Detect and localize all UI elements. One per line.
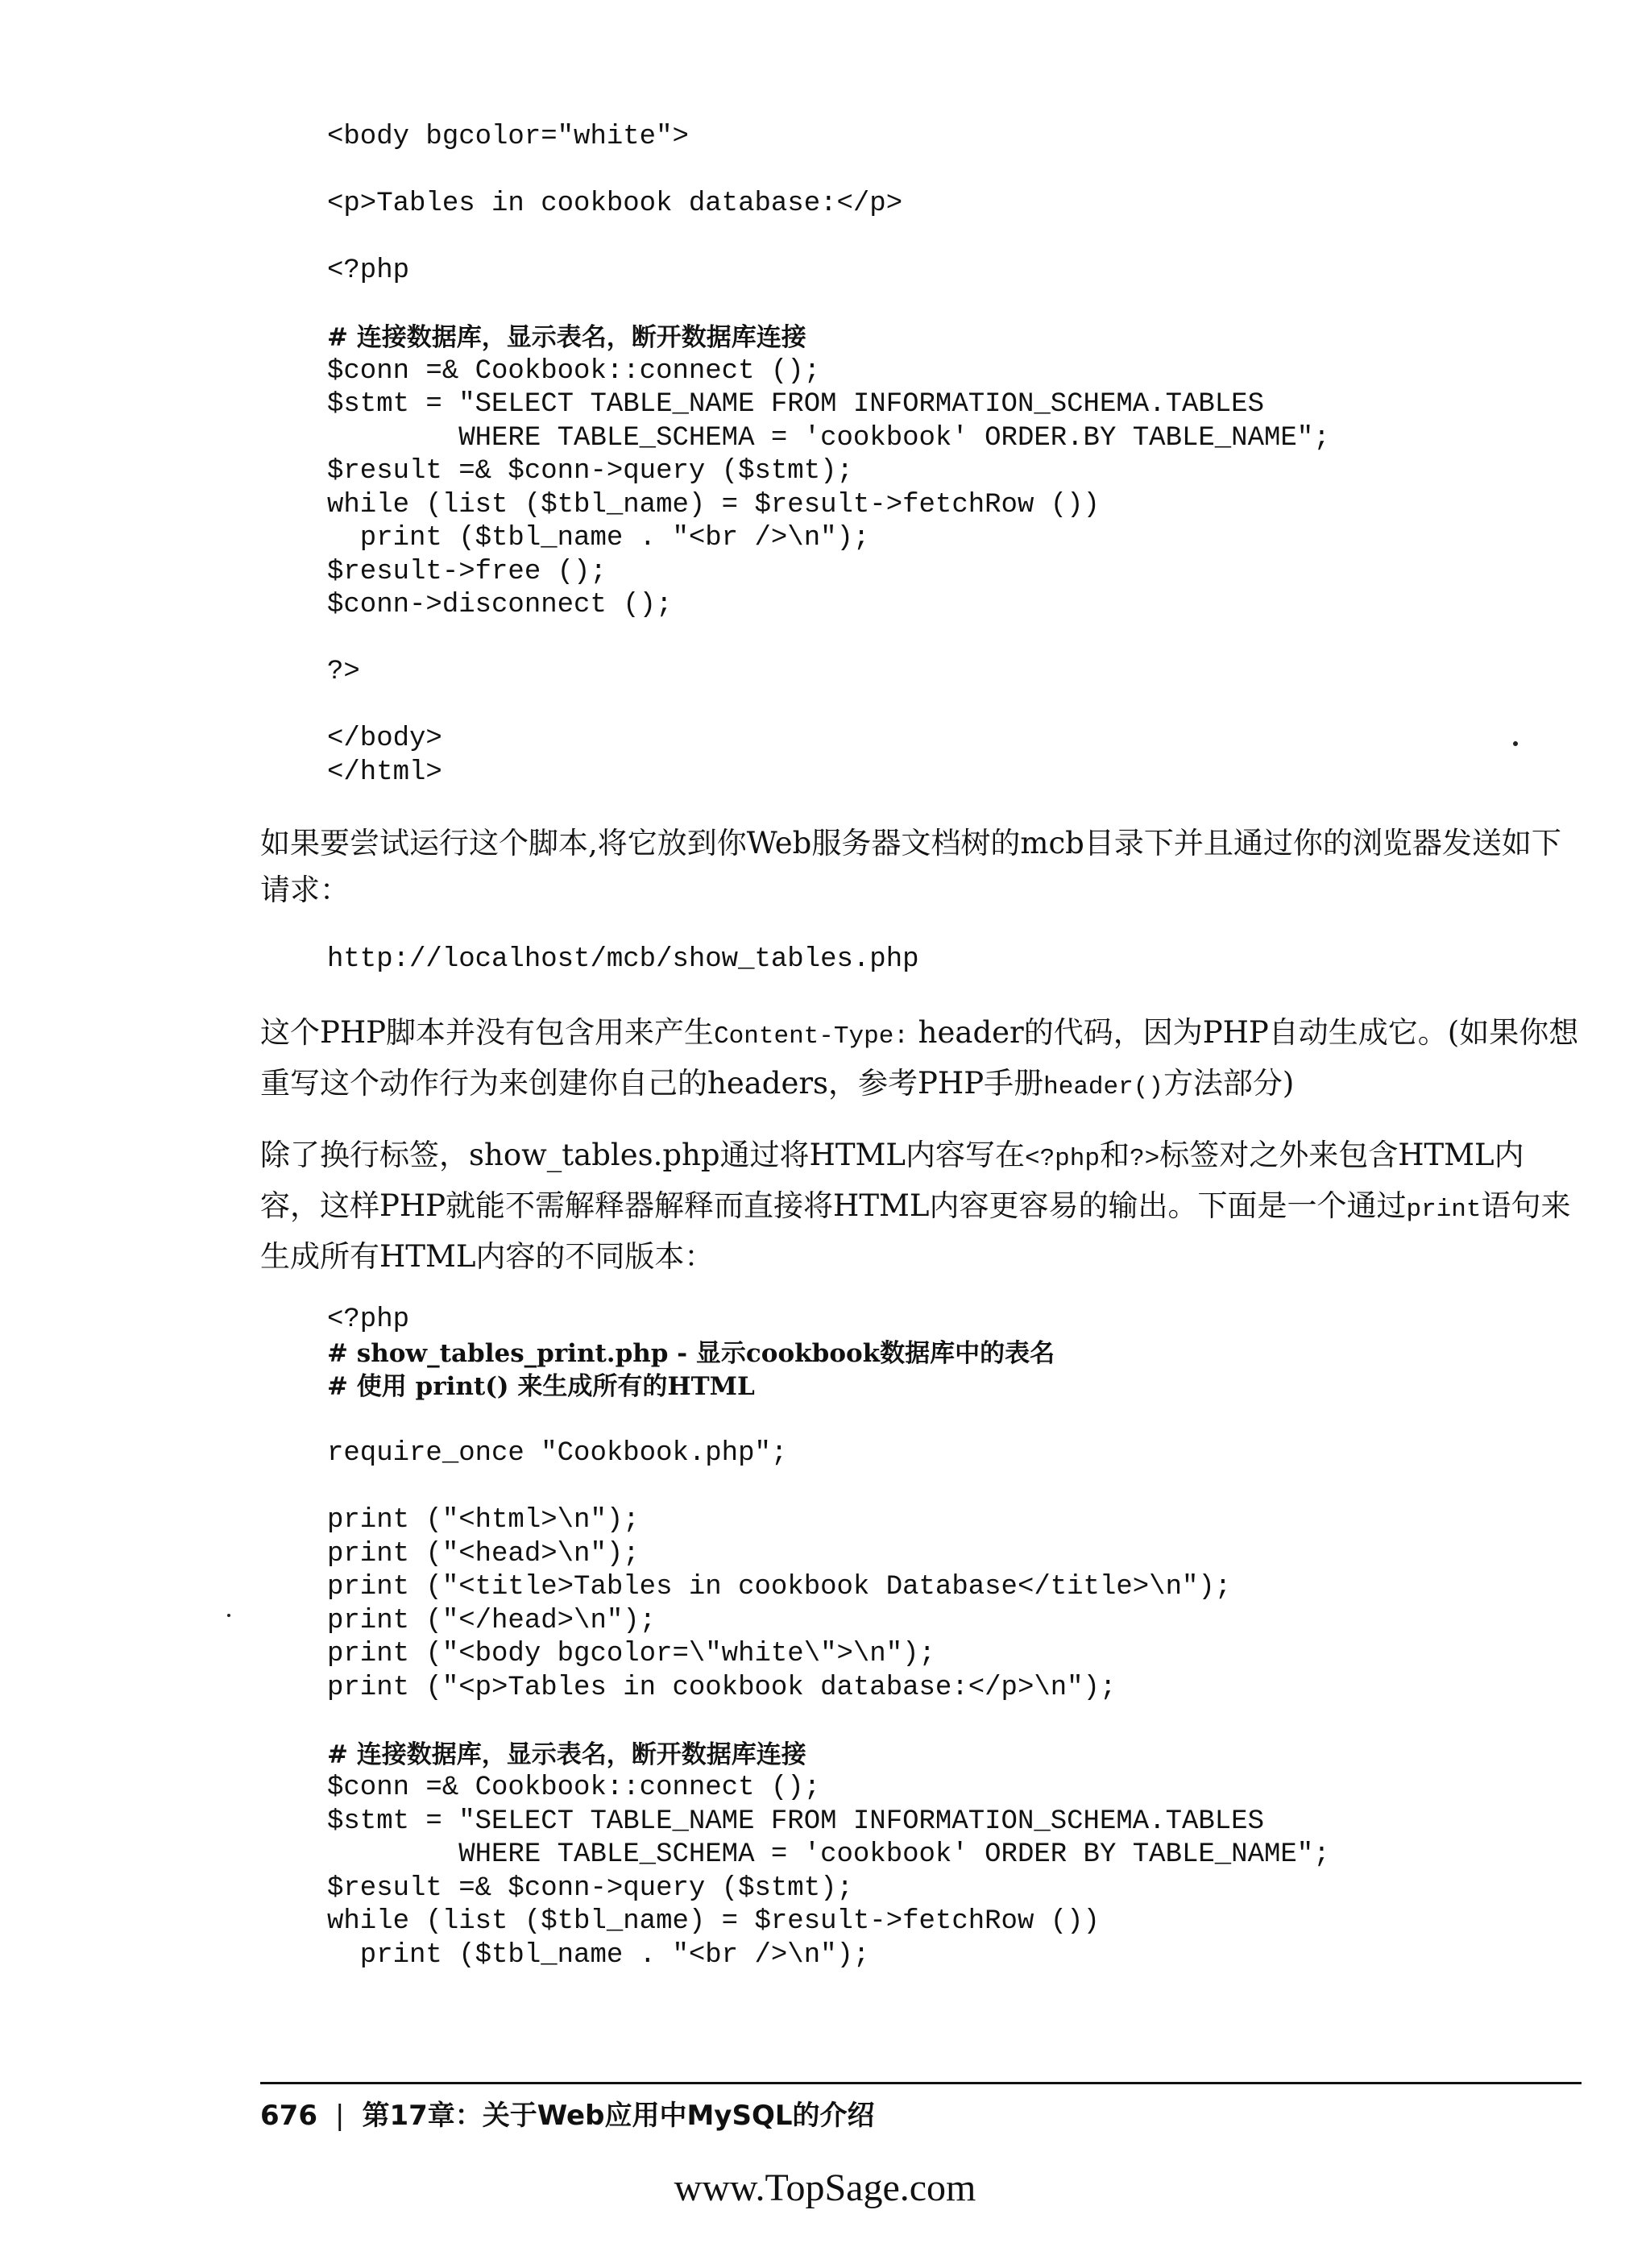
code-line: # show_tables_print.php - 显示cookbook数据库中的表名 <box>327 1338 1055 1368</box>
example-url: http://localhost/mcb/show_tables.php <box>327 944 919 975</box>
code-line: ?> <box>327 657 360 687</box>
chapter-title: 第17章：关于Web应用中MySQL的介绍 <box>362 2100 875 2132</box>
code-line: </body> <box>327 724 442 754</box>
code-line <box>327 155 1330 189</box>
code-block-bottom <box>327 1304 1330 1972</box>
footer-rule <box>260 2082 1582 2084</box>
code-line: <?php <box>327 1304 410 1335</box>
para3-text-3: 标签对之外来包含HTML内容，这样PHP就能不需解释器解释而直接将HTML内容更容易的输出。下面是一个通过 <box>260 1138 1524 1223</box>
para2-code-content-type: Content-Type: <box>714 1022 909 1051</box>
code-line: print ("</head>\n"); <box>327 1605 657 1636</box>
page-footer <box>260 2093 875 2133</box>
code-line: print ("<body bgcolor=\"white\">\n"); <box>327 1639 935 1669</box>
code-line: $stmt = "SELECT TABLE_NAME FROM INFORMATION_SCHEMA.TABLES <box>327 1806 1264 1837</box>
code-line <box>327 288 1330 322</box>
code-line: <p>Tables in cookbook database:</p> <box>327 189 903 219</box>
code-line: # 连接数据库，显示表名，断开数据库连接 <box>327 323 806 352</box>
code-line: $conn->disconnect (); <box>327 590 673 620</box>
para3-code-php-open: <?php <box>1024 1145 1100 1173</box>
code-line <box>327 1404 1330 1438</box>
code-line <box>327 623 1330 657</box>
para3-code-php-close: ?> <box>1129 1145 1160 1173</box>
para3-text-1: 除了换行标签，show_tables.php通过将HTML内容写在 <box>260 1138 1025 1172</box>
scan-speck <box>1513 741 1518 746</box>
code-line: WHERE TABLE_SCHEMA = 'cookbook' ORDER.BY TABLE_NAME"; <box>327 422 1330 454</box>
code-line: print ($tbl_name . "<br />\n"); <box>327 1939 870 1971</box>
code-line <box>327 1471 1330 1505</box>
code-line: $conn =& Cookbook::connect (); <box>327 355 821 387</box>
para2-text-1: 这个PHP脚本并没有包含用来产生 <box>260 1015 715 1050</box>
code-line: $result->free (); <box>327 556 607 587</box>
code-line <box>327 1705 1330 1739</box>
code-line: WHERE TABLE_SCHEMA = 'cookbook' ORDER BY TABLE_NAME"; <box>327 1839 1330 1870</box>
code-line: # 使用 print() 来生成所有的HTML <box>327 1372 755 1401</box>
code-line: $result =& $conn->query ($stmt); <box>327 1872 853 1904</box>
paragraph-content-type <box>260 1010 1582 1111</box>
para3-text-2: 和 <box>1099 1138 1130 1172</box>
code-line: </html> <box>327 757 442 788</box>
code-line: print ("<title>Tables in cookbook Database</title>\n"); <box>327 1572 1232 1603</box>
para3-text-4: 语句来生成所有HTML内容的不同版本： <box>260 1188 1571 1274</box>
code-line: $conn =& Cookbook::connect (); <box>327 1773 821 1803</box>
code-line: $stmt = "SELECT TABLE_NAME FROM INFORMATION_SCHEMA.TABLES <box>327 389 1264 420</box>
paragraph-print-version <box>260 1132 1582 1280</box>
code-line: print ("<p>Tables in cookbook database:</p>\n"); <box>327 1672 1117 1703</box>
watermark-url: www.TopSage.com <box>674 2166 976 2209</box>
page-number: 676 <box>260 2100 317 2132</box>
code-line <box>327 690 1330 724</box>
code-block-top <box>327 121 1330 790</box>
code-line: print ($tbl_name . "<br />\n"); <box>327 523 870 554</box>
code-line: <body bgcolor="white"> <box>327 122 689 152</box>
footer-separator: | <box>334 2100 345 2132</box>
scan-speck <box>227 1614 230 1617</box>
code-line: print ("<html>\n"); <box>327 1505 640 1536</box>
code-line: while (list ($tbl_name) = $result->fetchRow ()) <box>327 1906 1100 1937</box>
code-line: require_once "Cookbook.php"; <box>327 1438 788 1469</box>
para2-code-header: header() <box>1043 1073 1163 1101</box>
para2-text-2: header的代码，因为PHP自动生成它。(如果你想重写这个动作行为来创建你自己的headers，参考PHP手册 <box>260 1015 1579 1101</box>
code-line: while (list ($tbl_name) = $result->fetchRow ()) <box>327 489 1100 520</box>
code-line: # 连接数据库，显示表名，断开数据库连接 <box>327 1739 806 1769</box>
para3-code-print: print <box>1406 1196 1482 1224</box>
para2-text-3: 方法部分) <box>1163 1066 1295 1101</box>
paragraph-run-script: 如果要尝试运行这个脚本,将它放到你Web服务器文档树的mcb目录下并且通过你的浏览器发送如下请求： <box>260 826 1561 907</box>
code-line: print ("<head>\n"); <box>327 1538 640 1569</box>
code-line <box>327 222 1330 255</box>
code-line: <?php <box>327 255 410 286</box>
code-line: $result =& $conn->query ($stmt); <box>327 456 853 487</box>
